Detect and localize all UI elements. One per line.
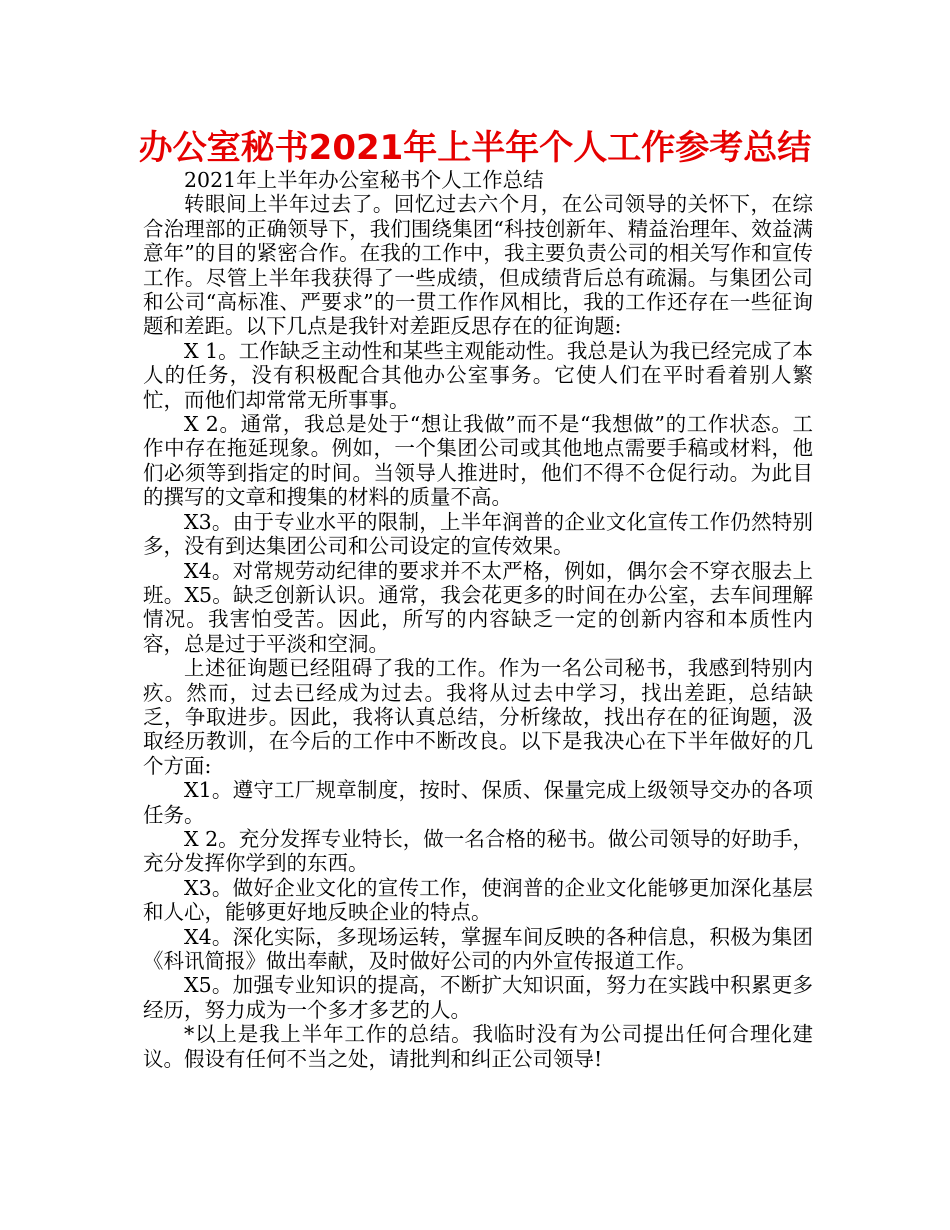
paragraph: X5。加强专业知识的提高，不断扩大知识面，努力在实践中积累更多经历，努力成为一个多才多艺的人。 [143,973,813,1022]
paragraph: X 1。工作缺乏主动性和某些主观能动性。我总是认为我已经完成了本人的任务，没有积极配合其他办公室事务。它使人们在平时看着别人繁忙，而他们却常常无所事事。 [143,338,813,412]
paragraph: X3。做好企业文化的宣传工作，使润普的企业文化能够更加深化基层和人心，能够更好地反映企业的特点。 [143,875,813,925]
paragraph: X1。遵守工厂规章制度，按时、保质、保量完成上级领导交办的各项任务。 [143,778,813,827]
document-title: 办公室秘书2021年上半年个人工作参考总结 [138,128,812,168]
paragraph: 上述征询题已经阻碍了我的工作。作为一名公司秘书，我感到特别内疚。然而，过去已经成为过去。我将从过去中学习，找出差距，总结缺乏，争取进步。因此，我将认真总结，分析缘故，找出存在的征询题，汲取经历教训，在今后的工作中不断改良。以下是我决心在下半年做好的几个方面: [143,656,813,778]
paragraph: *以上是我上半年工作的总结。我临时没有为公司提出任何合理化建议。假设有任何不当之处，请批判和纠正公司领导! [143,1022,813,1071]
paragraph: X4。对常规劳动纪律的要求并不太严格，例如，偶尔会不穿衣服去上班。X5。缺乏创新认识。通常，我会花更多的时间在办公室，去车间理解情况。我害怕受苦。因此，所写的内容缺乏一定的创新内容和本质性内容，总是过于平淡和空洞。 [143,558,813,656]
paragraph: 转眼间上半年过去了。回忆过去六个月，在公司领导的关怀下，在综合治理部的正确领导下，我们围绕集团“科技创新年、精益治理年、效益满意年”的目的紧密合作。在我的工作中，我主要负责公司的相关写作和宣传工作。尽管上半年我获得了一些成绩，但成绩背后总有疏漏。与集团公司和公司“高标准、严要求”的一贯工作作风相比，我的工作还存在一些征询题和差距。以下几点是我针对差距反思存在的征询题: [143,192,813,339]
paragraph: X3。由于专业水平的限制，上半年润普的企业文化宣传工作仍然特别多，没有到达集团公司和公司设定的宣传效果。 [143,509,813,559]
document-body [143,168,813,1071]
paragraph: X 2。充分发挥专业特长，做一名合格的秘书。做公司领导的好助手，充分发挥你学到的东西。 [143,826,813,876]
paragraph: X4。深化实际，多现场运转，掌握车间反映的各种信息，积极为集团《科讯简报》做出奉献，及时做好公司的内外宣传报道工作。 [143,924,813,973]
paragraph: X 2。通常，我总是处于“想让我做”而不是“我想做”的工作状态。工作中存在拖延现象。例如，一个集团公司或其他地点需要手稿或材料，他们必须等到指定的时间。当领导人推进时，他们不得不仓促行动。为此目的撰写的文章和搜集的材料的质量不高。 [143,412,813,510]
paragraph-subtitle: 2021年上半年办公室秘书个人工作总结 [184,168,544,192]
